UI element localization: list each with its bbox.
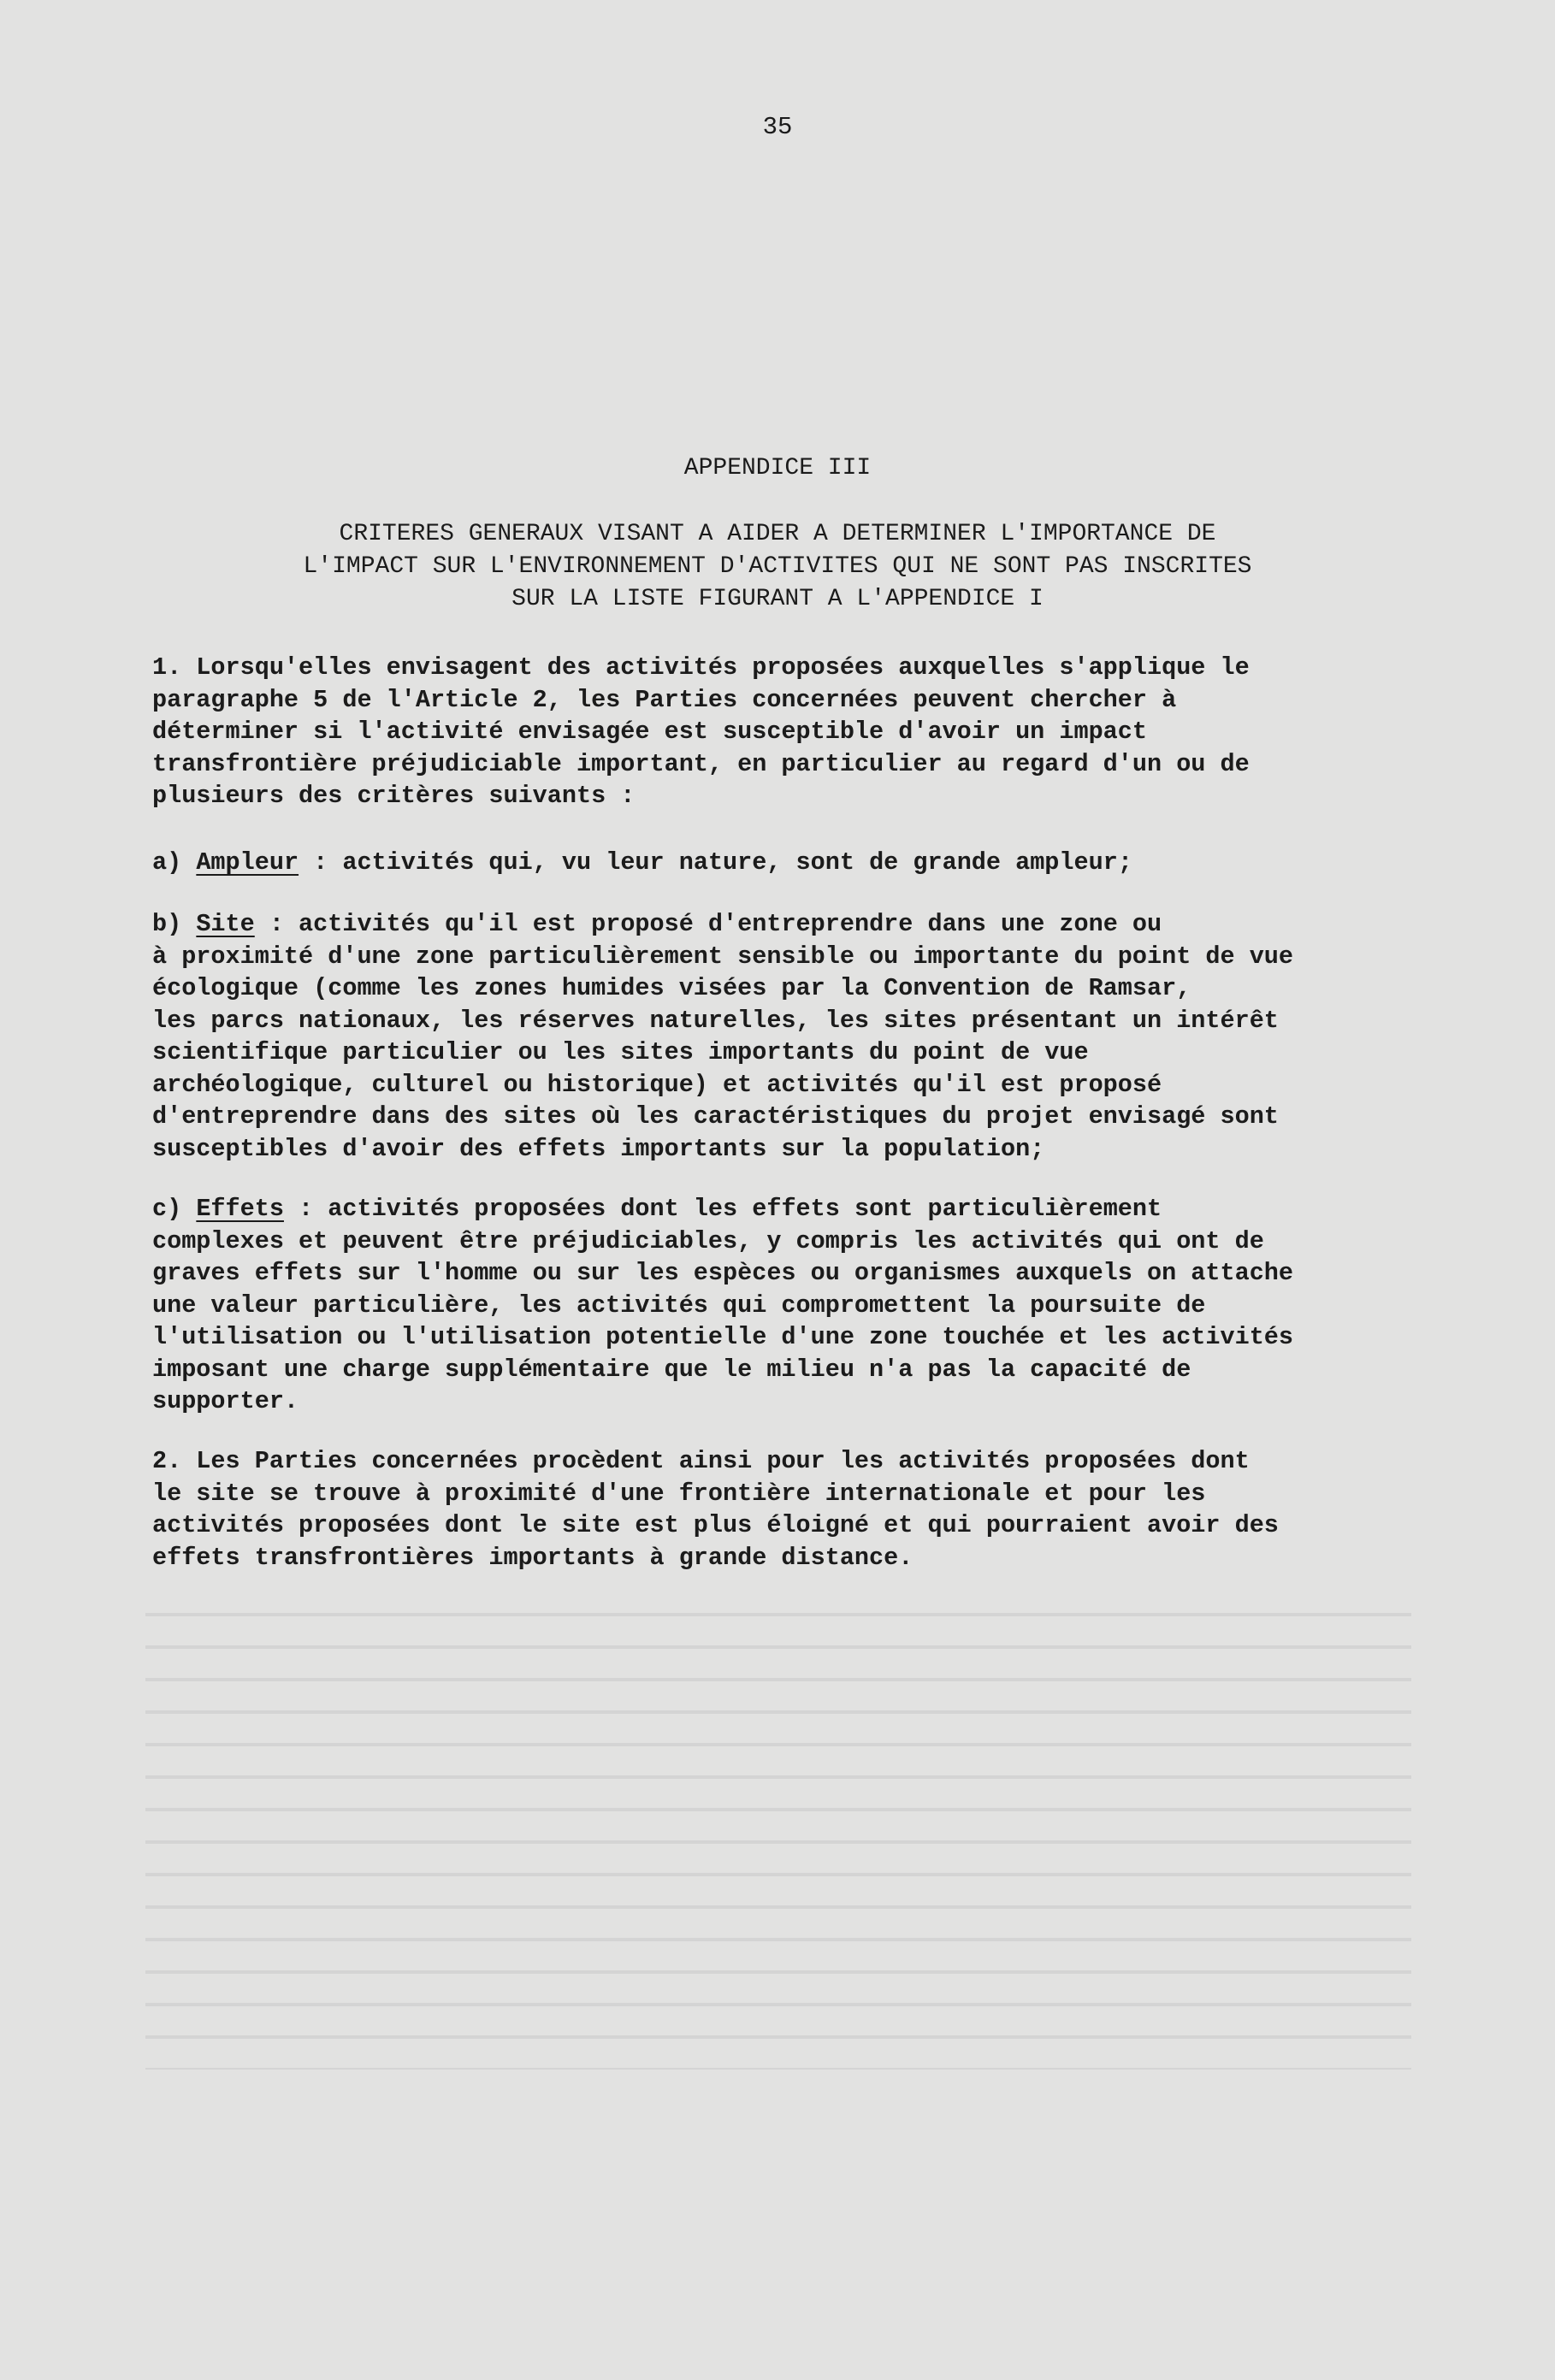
criterion-a <box>152 847 1403 879</box>
criterion-b <box>152 908 1403 1165</box>
criterion-b-marker: b) <box>152 910 182 938</box>
criterion-c-term: Effets <box>196 1195 284 1223</box>
heading-line-3: SUR LA LISTE FIGURANT A L'APPENDICE I <box>511 586 1044 612</box>
criterion-c-text: : activités proposées dont les effets sont particulièrement complexes et peuvent être préjudiciables, y compris les activités qui ont de graves effets sur l'homme ou sur les espèces ou organismes auxquels on attache une valeur particulière, les activités qui compromettent la poursuite de l'utilisation ou l'utilisation potentielle d'une zone touchée et les activités imposant une charge supplémentaire que le milieu n'a pas la capacité de supporter. <box>152 1195 1294 1415</box>
criterion-b-term: Site <box>196 910 255 938</box>
page-number: 35 <box>762 113 793 141</box>
heading-line-2: L'IMPACT SUR L'ENVIRONNEMENT D'ACTIVITES QUI NE SONT PAS INSCRITES <box>303 553 1252 580</box>
criterion-a-marker: a) <box>152 848 182 877</box>
criterion-b-text: : activités qu'il est proposé d'entreprendre dans une zone ou à proximité d'une zone particulièrement sensible ou importante du point de vue écologique (comme les zones humides visées par la Convention de Ramsar, les parcs nationaux, les réserves naturelles, les sites présentant un intérêt scientifique particulier ou les sites importants du point de vue archéologique, culturel ou historique) et activités qu'il est proposé d'entreprendre dans des sites où les caractéristiques du projet envisagé sont susceptibles d'avoir des effets importants sur la population; <box>152 910 1294 1163</box>
paragraph-1: 1. Lorsqu'elles envisagent des activités proposées auxquelles s'applique le paragraphe 5 de l'Article 2, les Parties concernées peuvent chercher à déterminer si l'activité envisagée est susceptible d'avoir un impact transfrontière préjudiciable important, en particulier au regard d'un ou de plusieurs des critères suivants : <box>152 653 1250 810</box>
criterion-c <box>152 1193 1403 1418</box>
criterion-c-marker: c) <box>152 1195 182 1223</box>
heading-line-1: CRITERES GENERAUX VISANT A AIDER A DETERMINER L'IMPORTANCE DE <box>339 521 1216 547</box>
paragraph-2: 2. Les Parties concernées procèdent ainsi pour les activités proposées dont le site se trouve à proximité d'une frontière internationale et pour les activités proposées dont le site est plus éloigné et qui pourraient avoir des effets transfrontières importants à grande distance. <box>152 1447 1279 1572</box>
show-through-texture <box>145 1591 1411 2070</box>
appendix-heading <box>0 518 1555 616</box>
criterion-a-text: : activités qui, vu leur nature, sont de grande ampleur; <box>299 848 1132 877</box>
criterion-a-term: Ampleur <box>196 848 299 877</box>
appendix-title: APPENDICE III <box>683 455 872 481</box>
